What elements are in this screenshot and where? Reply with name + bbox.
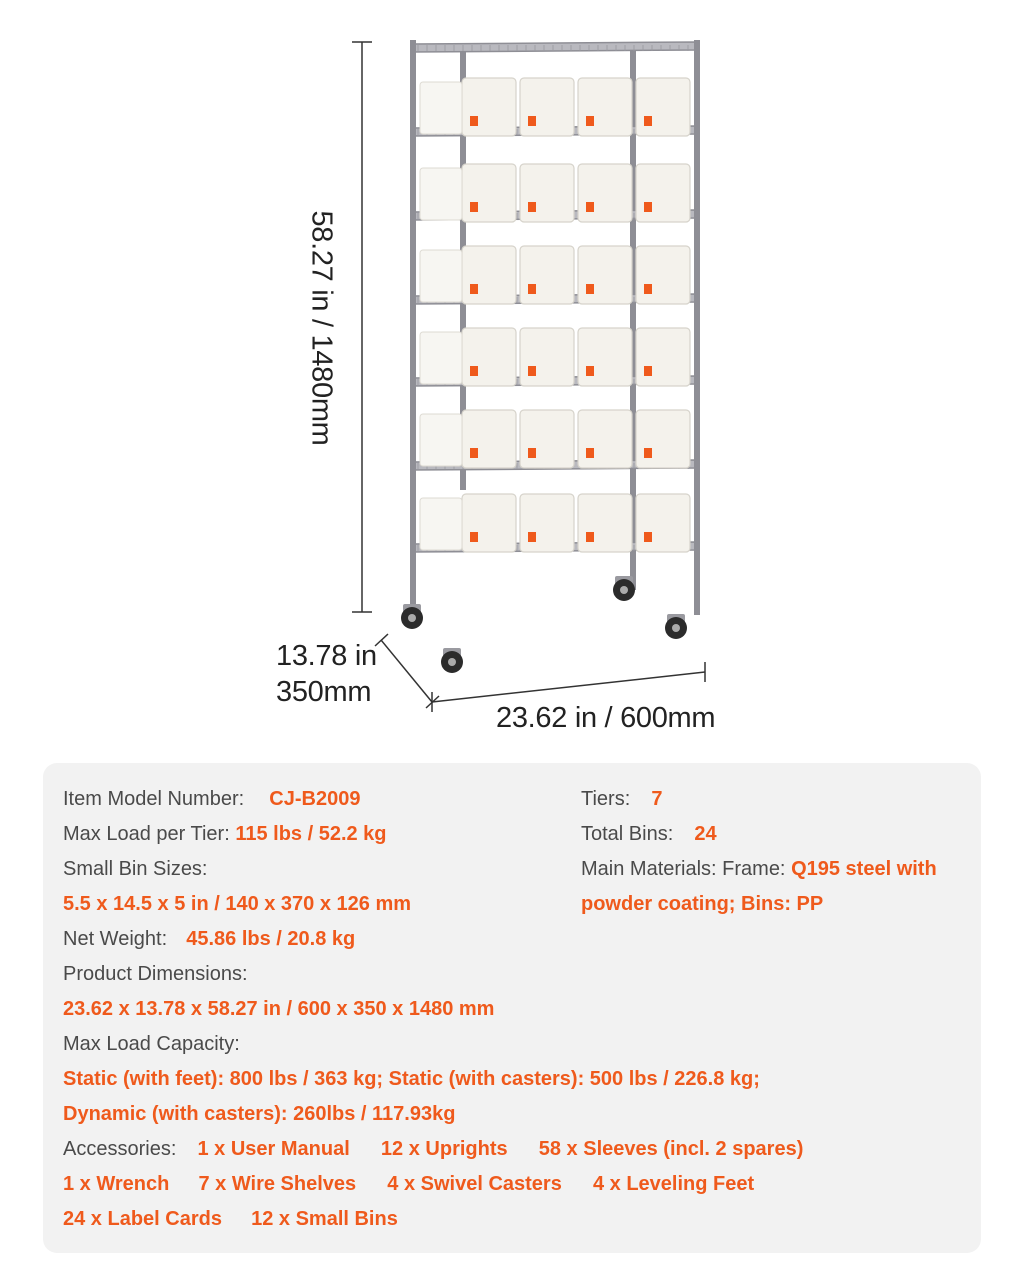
storage-bin <box>462 78 516 136</box>
bin-label-card <box>586 532 594 542</box>
storage-bin <box>420 498 462 550</box>
max-load-tier-row <box>63 820 387 848</box>
small-bin-sizes-value <box>63 890 411 918</box>
height-dimension-label: 58.27 in / 1480mm <box>305 210 338 446</box>
width-dimension-label: 23.62 in / 600mm <box>496 702 716 734</box>
max-load-capacity-static: Static (with feet): 800 lbs / 363 kg; Static (with casters): 500 lbs / 226.8 kg; <box>63 1068 760 1090</box>
max-load-tier-label: Max Load per Tier: <box>63 823 230 845</box>
height-dimension-line <box>352 42 372 612</box>
storage-bin <box>636 246 690 304</box>
bin-label-card <box>528 366 536 376</box>
bin-label-card <box>528 116 536 126</box>
accessories-label: Accessories: <box>63 1138 177 1160</box>
front-post <box>694 40 700 615</box>
storage-bin <box>520 246 574 304</box>
bin-label-card <box>528 284 536 294</box>
caster-hub <box>620 586 628 594</box>
bin-label-card <box>644 448 652 458</box>
caster-hub <box>448 658 456 666</box>
storage-bin <box>462 410 516 468</box>
materials-label: Main Materials: Frame: <box>581 858 786 880</box>
storage-bin <box>520 328 574 386</box>
max-load-capacity-label-text: Max Load Capacity: <box>63 1033 240 1055</box>
bin-label-card <box>644 366 652 376</box>
storage-bin <box>420 414 462 466</box>
tiers-value: 7 <box>651 788 663 810</box>
max-load-capacity-line-2 <box>63 1100 455 1128</box>
storage-bin <box>520 410 574 468</box>
model-number-label: Item Model Number: <box>63 788 245 810</box>
bin-label-card <box>586 116 594 126</box>
bin-label-card <box>586 202 594 212</box>
storage-bin <box>636 164 690 222</box>
model-number-row <box>63 785 360 813</box>
accessory-item: 4 x Leveling Feet <box>592 1173 755 1195</box>
net-weight-row <box>63 925 355 953</box>
caster-hub <box>672 624 680 632</box>
small-bin-sizes-label <box>63 855 208 883</box>
storage-bin <box>578 410 632 468</box>
storage-bin <box>636 494 690 552</box>
front-post <box>410 40 416 610</box>
storage-bin <box>520 78 574 136</box>
tiers-row <box>581 785 663 813</box>
storage-bin <box>420 332 462 384</box>
depth-millimeters: 350mm <box>276 676 372 708</box>
materials-row <box>581 855 937 883</box>
wire-shelf <box>412 42 697 52</box>
depth-dimension-line <box>375 634 439 708</box>
materials-value-line-1: Q195 steel with <box>791 858 937 880</box>
accessory-item: 1 x User Manual <box>197 1138 350 1160</box>
bin-label-card <box>586 284 594 294</box>
bin-label-card <box>470 116 478 126</box>
small-bin-sizes-label-text: Small Bin Sizes: <box>63 858 208 880</box>
product-dimensions-label <box>63 960 248 988</box>
bin-label-card <box>644 284 652 294</box>
accessory-item: 1 x Wrench <box>63 1173 170 1195</box>
max-load-capacity-line-1 <box>63 1065 760 1093</box>
storage-bin <box>462 328 516 386</box>
storage-bin <box>636 328 690 386</box>
wire-shelving-unit <box>401 40 700 673</box>
storage-bin <box>636 410 690 468</box>
bin-label-card <box>528 532 536 542</box>
storage-bin <box>636 78 690 136</box>
depth-dimension-label <box>276 638 377 710</box>
accessory-item: 24 x Label Cards <box>63 1208 222 1230</box>
bin-label-card <box>470 448 478 458</box>
storage-bin <box>462 246 516 304</box>
product-dimensions-value <box>63 995 494 1023</box>
model-number-value: CJ-B2009 <box>269 788 361 810</box>
accessories-row-2 <box>63 1170 754 1198</box>
depth-inches: 13.78 in <box>276 640 377 672</box>
accessory-item: 12 x Uprights <box>380 1138 508 1160</box>
bin-label-card <box>644 202 652 212</box>
bin-label-card <box>470 202 478 212</box>
storage-bin <box>578 328 632 386</box>
bin-label-card <box>470 366 478 376</box>
bin-label-card <box>644 116 652 126</box>
storage-bin <box>420 168 462 220</box>
storage-bin <box>520 494 574 552</box>
bin-label-card <box>470 284 478 294</box>
storage-bin <box>578 494 632 552</box>
storage-bin <box>420 82 462 134</box>
accessory-item: 4 x Swivel Casters <box>387 1173 562 1195</box>
max-load-tier-value: 115 lbs / 52.2 kg <box>235 823 387 845</box>
storage-bin <box>420 250 462 302</box>
net-weight-value: 45.86 lbs / 20.8 kg <box>186 928 356 950</box>
accessories-row-1 <box>63 1135 803 1163</box>
total-bins-row <box>581 820 717 848</box>
storage-bin <box>578 246 632 304</box>
storage-bin <box>578 164 632 222</box>
storage-bin <box>578 78 632 136</box>
max-load-capacity-label <box>63 1030 240 1058</box>
storage-bin <box>462 164 516 222</box>
bin-label-card <box>644 532 652 542</box>
total-bins-label: Total Bins: <box>581 823 674 845</box>
bin-label-card <box>470 532 478 542</box>
total-bins-value: 24 <box>694 823 717 845</box>
accessory-item: 7 x Wire Shelves <box>198 1173 357 1195</box>
materials-row-2 <box>581 890 823 918</box>
small-bin-sizes-value-text: 5.5 x 14.5 x 5 in / 140 x 370 x 126 mm <box>63 893 412 915</box>
bin-label-card <box>586 448 594 458</box>
product-dimensions-value-text: 23.62 x 13.78 x 58.27 in / 600 x 350 x 1480 mm <box>63 998 495 1020</box>
tiers-label: Tiers: <box>581 788 631 810</box>
storage-bin <box>520 164 574 222</box>
bin-label-card <box>528 448 536 458</box>
bin-label-card <box>586 366 594 376</box>
storage-bin <box>462 494 516 552</box>
materials-value-line-2: powder coating; Bins: PP <box>581 893 824 915</box>
product-dimensions-label-text: Product Dimensions: <box>63 963 248 985</box>
bin-label-card <box>528 202 536 212</box>
accessory-item: 12 x Small Bins <box>251 1208 398 1230</box>
accessory-item: 58 x Sleeves (incl. 2 spares) <box>538 1138 804 1160</box>
specifications-card <box>43 763 981 1253</box>
accessories-row-3 <box>63 1205 398 1233</box>
max-load-capacity-dynamic: Dynamic (with casters): 260lbs / 117.93kg <box>63 1103 456 1125</box>
caster-hub <box>408 614 416 622</box>
net-weight-label: Net Weight: <box>63 928 168 950</box>
